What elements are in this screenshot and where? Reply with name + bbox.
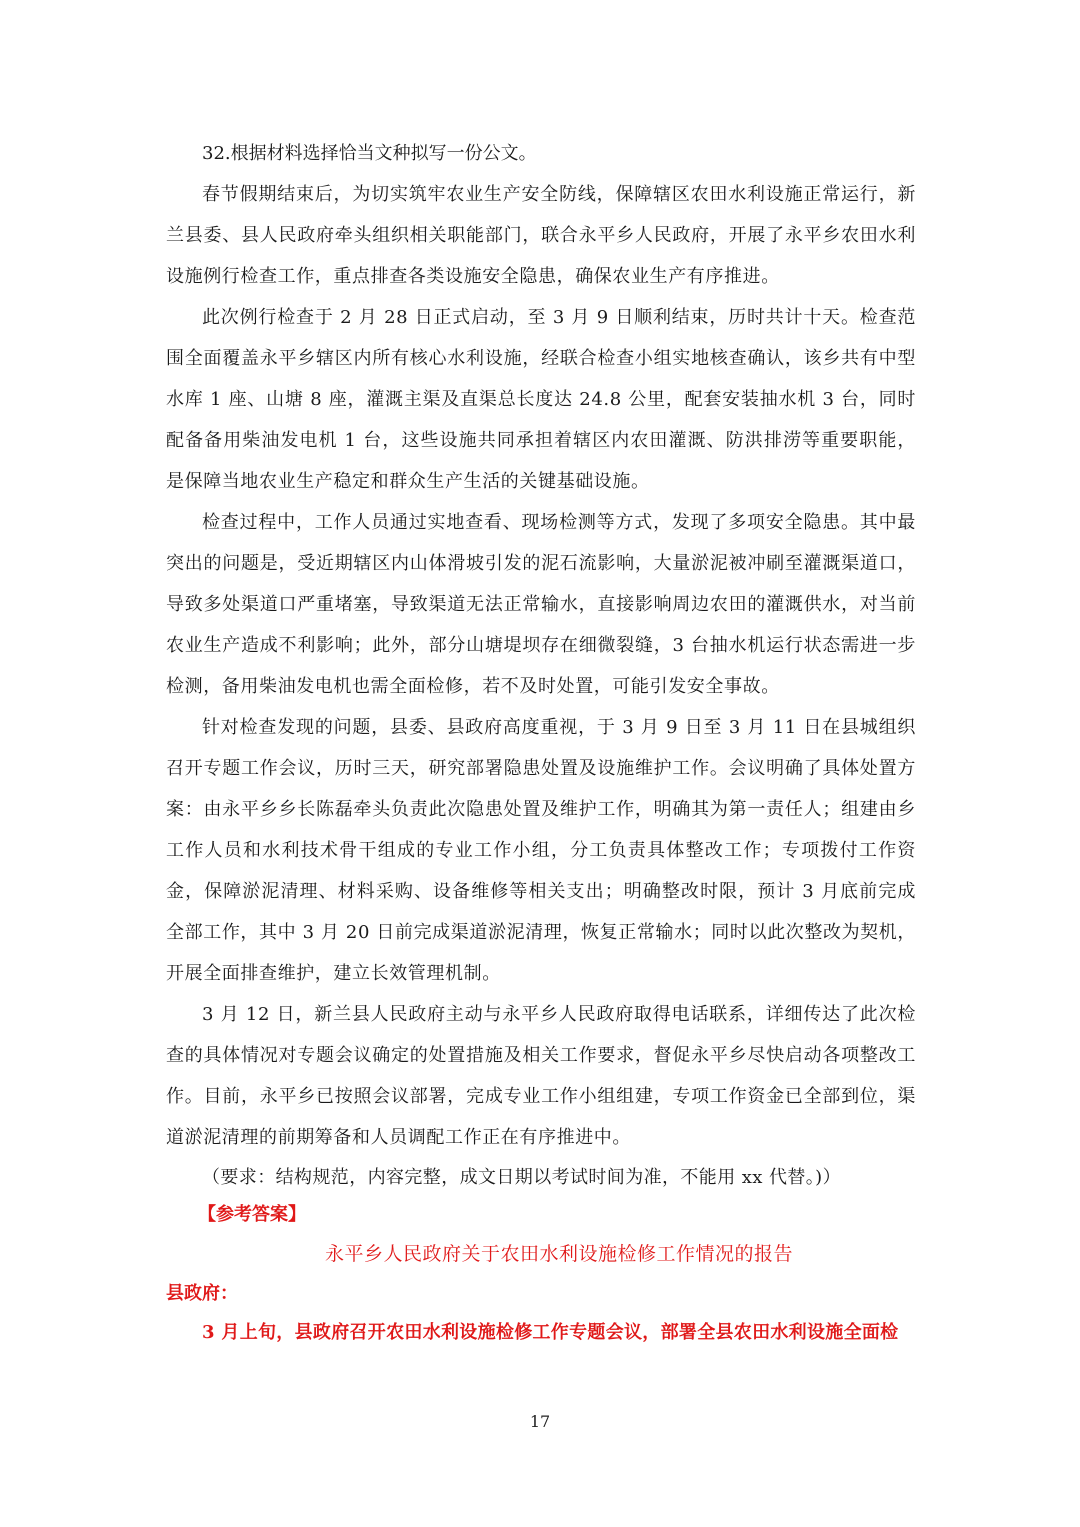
requirement-note: （要求：结构规范，内容完整，成文日期以考试时间为准，不能用 xx 代替。)） bbox=[202, 1167, 841, 1188]
answer-salutation: 县政府： bbox=[166, 1283, 238, 1304]
material-paragraph-2: 此次例行检查于 2 月 28 日正式启动，至 3 月 9 日顺利结束，历时共计十天。检查范围全面覆盖永平乡辖区内所有核心水利设施，经联合检查小组实地核查确认，该乡共有中型水库 1 座、山塘 8 座，灌溉主渠及直渠总长度达 24.8 公里，配套安装抽水机 3 台，同时配备备用柴油发电机 1 台，这些设施共同承担着辖区内农田灌溉、防洪排涝等重要职能，是保障当地农业生产稳定和群众生产生活的关键基础设施。 bbox=[166, 307, 916, 492]
answer-document-title: 永平乡人民政府关于农田水利设施检修工作情况的报告 bbox=[324, 1243, 793, 1265]
reference-answer-label: 【参考答案】 bbox=[198, 1204, 306, 1225]
document-content bbox=[166, 134, 916, 1354]
material-paragraph-4: 针对检查发现的问题，县委、县政府高度重视，于 3 月 9 日至 3 月 11 日在县城组织召开专题工作会议，历时三天，研究部署隐患处置及设施维护工作。会议明确了具体处置方案：由永平乡乡长陈磊牵头负责此次隐患处置及维护工作，明确其为第一责任人；组建由乡工作人员和水利技术骨干组成的专业工作小组，分工负责具体整改工作；专项拨付工作资金，保障淤泥清理、材料采购、设备维修等相关支出；明确整改时限，预计 3 月底前完成全部工作，其中 3 月 20 日前完成渠道淤泥清理，恢复正常输水；同时以此次整改为契机，开展全面排查维护，建立长效管理机制。 bbox=[166, 717, 916, 984]
page-number: 17 bbox=[529, 1412, 551, 1431]
material-paragraph-1: 春节假期结束后，为切实筑牢农业生产安全防线，保障辖区农田水利设施正常运行，新兰县委、县人民政府牵头组织相关职能部门，联合永平乡人民政府，开展了永平乡农田水利设施例行检查工作，重点排查各类设施安全隐患，确保农业生产有序推进。 bbox=[166, 184, 916, 287]
material-paragraph-5: 3 月 12 日，新兰县人民政府主动与永平乡人民政府取得电话联系，详细传达了此次检查的具体情况对专题会议确定的处置措施及相关工作要求，督促永平乡尽快启动各项整改工作。目前，永平乡已按照会议部署，完成专业工作小组组建，专项工作资金已全部到位，渠道淤泥清理的前期筹备和人员调配工作正在有序推进中。 bbox=[166, 1004, 916, 1148]
answer-body-first-line: 3 月上旬，县政府召开农田水利设施检修工作专题会议，部署全县农田水利设施全面检 bbox=[202, 1322, 899, 1343]
question-heading: 32.根据材料选择恰当文种拟写一份公文。 bbox=[202, 143, 537, 164]
material-paragraph-3: 检查过程中，工作人员通过实地查看、现场检测等方式，发现了多项安全隐患。其中最突出的问题是，受近期辖区内山体滑坡引发的泥石流影响，大量淤泥被冲刷至灌溉渠道口，导致多处渠道口严重堵塞，导致渠道无法正常输水，直接影响周边农田的灌溉供水，对当前农业生产造成不利影响；此外，部分山塘堤坝存在细微裂缝，3 台抽水机运行状态需进一步检测，备用柴油发电机也需全面检修，若不及时处置，可能引发安全事故。 bbox=[166, 512, 916, 697]
